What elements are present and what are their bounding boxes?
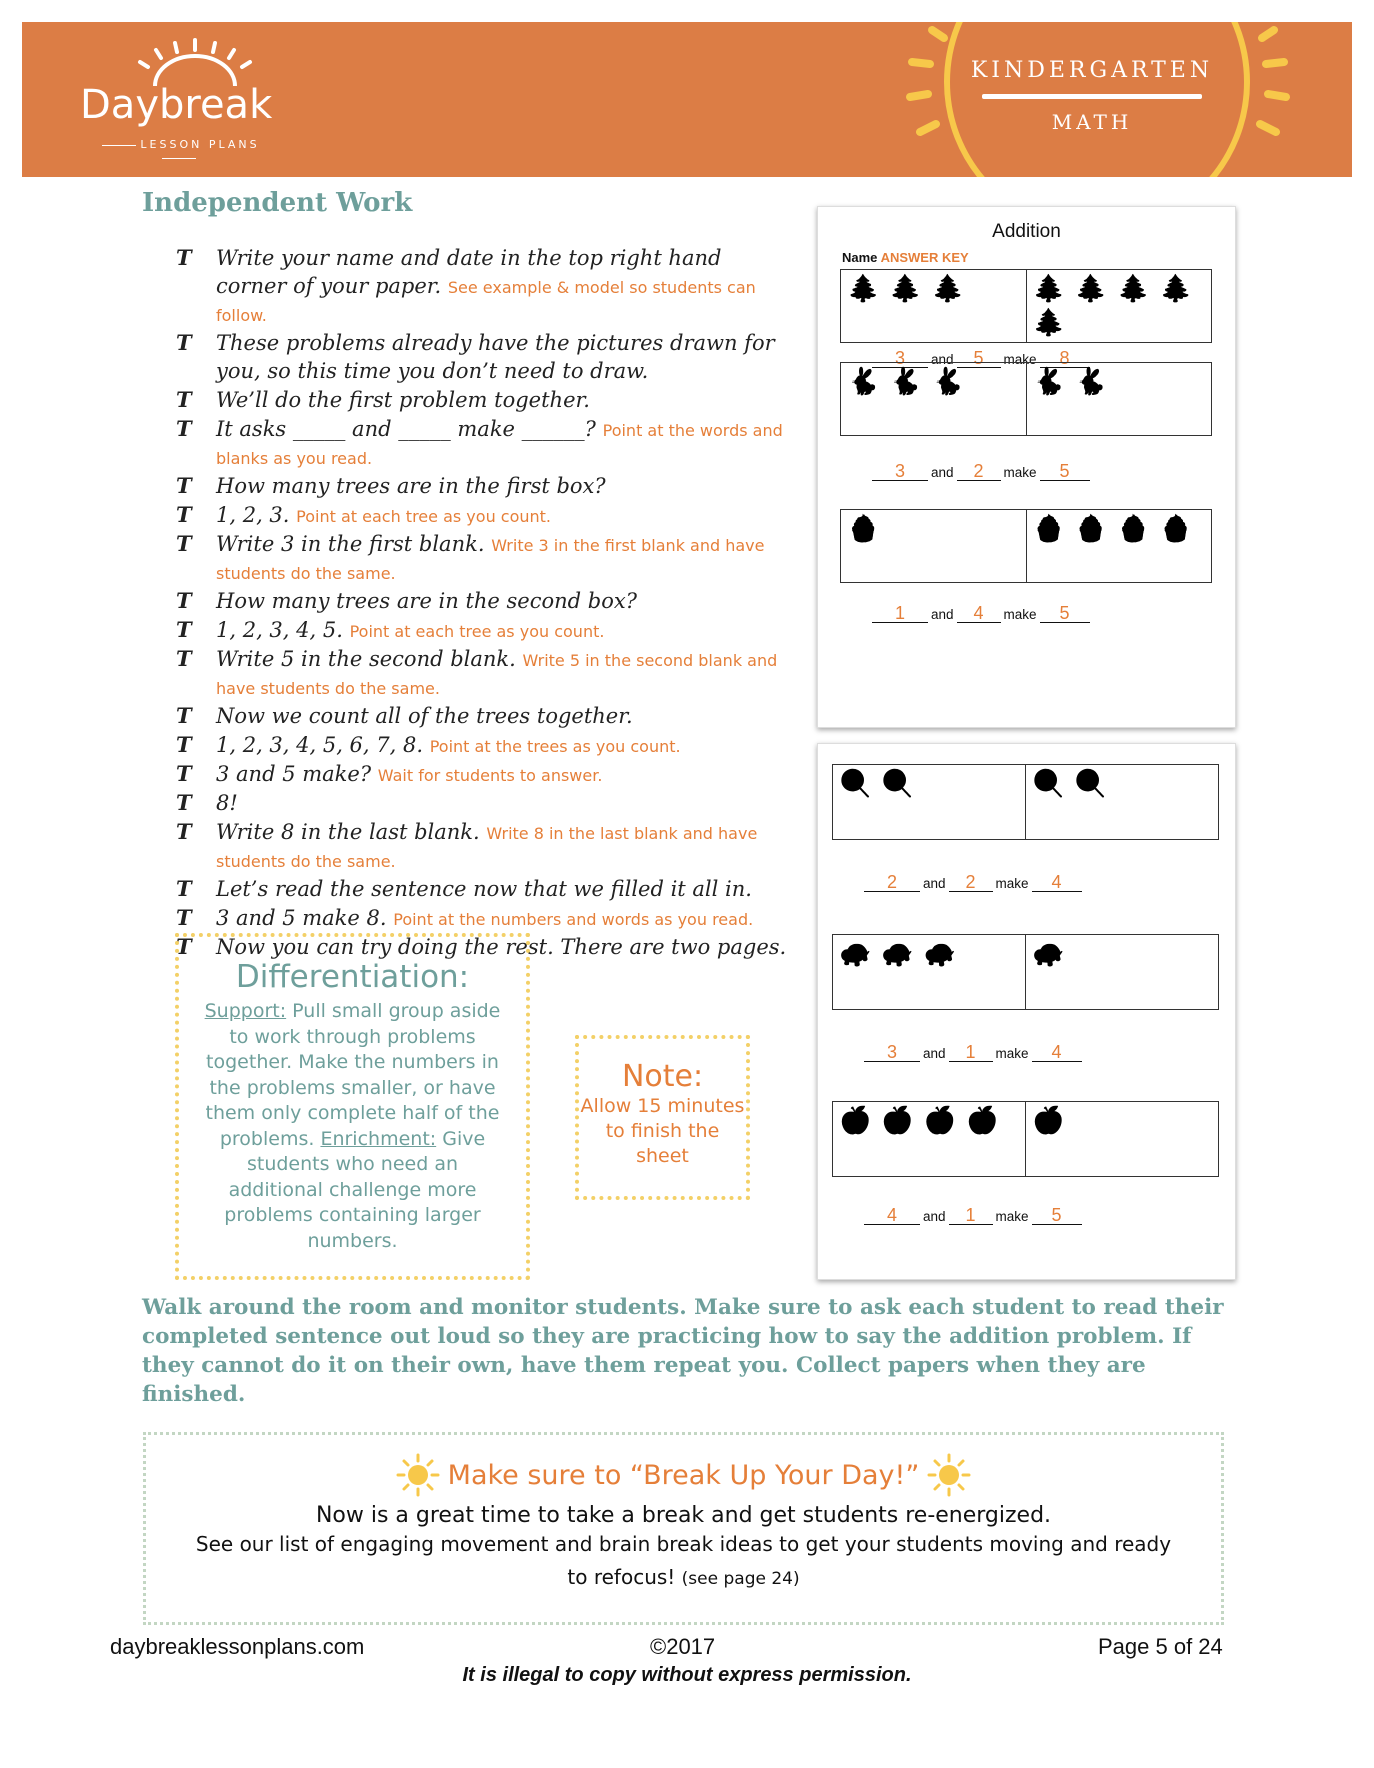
answer-blank-sum: 4 xyxy=(1032,1043,1082,1062)
problem-right-group xyxy=(1027,363,1212,435)
step-text: We’ll do the first problem together. xyxy=(216,388,590,412)
grade-label: KINDERGARTEN xyxy=(970,58,1214,83)
apple-icon: 🍎 xyxy=(839,1106,872,1136)
enrichment-text: Give students who need an additional challenge more problems containing larger numbers. xyxy=(224,1127,486,1252)
cupcake-icon: 🧁 xyxy=(1159,514,1192,544)
cupcake-icon: 🧁 xyxy=(847,514,880,544)
step-text: 1, 2, 3. xyxy=(216,503,290,527)
teacher-step xyxy=(176,415,796,471)
teacher-step xyxy=(176,645,796,701)
apple-icon: 🍎 xyxy=(881,1106,914,1136)
note-box xyxy=(575,1035,750,1200)
teacher-marker: T xyxy=(176,703,192,728)
teacher-step xyxy=(176,789,796,817)
teacher-marker: T xyxy=(176,588,192,613)
section-title: Independent Work xyxy=(142,188,413,218)
answer-blank-a: 2 xyxy=(864,873,920,892)
cupcake-icon: 🧁 xyxy=(1074,514,1108,544)
footer-page-number: Page 5 of 24 xyxy=(1098,1634,1223,1659)
problem-right-group xyxy=(1027,510,1212,582)
teacher-step xyxy=(176,530,796,586)
support-label: Support: xyxy=(204,1000,287,1022)
differentiation-title: Differentiation: xyxy=(235,959,470,995)
teacher-steps-list xyxy=(176,244,796,962)
teacher-step xyxy=(176,702,796,730)
problem-picture-box xyxy=(840,509,1212,583)
problem-picture-box xyxy=(832,764,1219,840)
make-word: make xyxy=(1003,352,1037,367)
answer-blank-sum: 5 xyxy=(1032,1206,1082,1225)
and-word: and xyxy=(923,1046,946,1061)
worksheet-title: Addition xyxy=(992,221,1061,242)
tree-icon: 🌲 xyxy=(1159,274,1192,304)
step-note: Write 5 in the second blank and have students do the same. xyxy=(216,651,778,698)
cupcake-icon: 🧁 xyxy=(1117,514,1150,544)
turtle-icon: 🐢 xyxy=(881,939,914,969)
worksheet-page-2 xyxy=(817,743,1236,1280)
tree-icon: 🌲 xyxy=(889,274,922,304)
teacher-marker: T xyxy=(176,387,192,412)
answer-blank-a: 3 xyxy=(872,462,928,481)
step-text: 1, 2, 3, 4, 5, 6, 7, 8. xyxy=(216,733,424,757)
rabbit-icon: 🐇 xyxy=(847,367,880,397)
step-text: 1, 2, 3, 4, 5. xyxy=(216,618,343,642)
step-text: 3 and 5 make 8. xyxy=(216,906,387,930)
step-text: Write your name and date in the top right hand corner of your paper. xyxy=(216,246,722,298)
teacher-marker: T xyxy=(176,905,192,930)
teacher-step xyxy=(176,904,796,932)
enrichment-label: Enrichment: xyxy=(320,1127,437,1150)
turtle-icon: 🐢 xyxy=(839,939,872,969)
note-text: Allow 15 minutes to finish the sheet xyxy=(580,1095,745,1167)
step-text: Now you can try doing the rest. There are two pages. xyxy=(216,935,787,959)
teacher-marker: T xyxy=(176,790,192,815)
problem-picture-box xyxy=(832,1101,1219,1177)
problem-right-group xyxy=(1026,935,1218,1009)
tree-icon: 🌲 xyxy=(847,274,880,304)
turtle-icon: 🐢 xyxy=(1032,939,1065,969)
lollipop-icon: 🍭 xyxy=(881,769,914,799)
and-word: and xyxy=(923,876,946,891)
answer-blank-sum: 4 xyxy=(1032,873,1082,892)
tree-icon: 🌲 xyxy=(1074,274,1108,304)
problem-picture-box xyxy=(832,934,1219,1010)
step-text: Let’s read the sentence now that we filled it all in. xyxy=(216,877,752,901)
break-line-2-text: See our list of engaging movement and brain break ideas to get your students moving and ready to refocus! xyxy=(195,1532,1172,1589)
teacher-step xyxy=(176,501,796,529)
teacher-step xyxy=(176,587,796,615)
problem-left-group xyxy=(841,363,1027,435)
make-word: make xyxy=(995,1046,1029,1061)
break-line-1: Now is a great time to take a break and get students re-energized. xyxy=(315,1503,1052,1528)
teacher-marker: T xyxy=(176,473,192,498)
problem-left-group xyxy=(833,765,1026,839)
teacher-step xyxy=(176,472,796,500)
step-text: Write 3 in the first blank. xyxy=(216,532,485,556)
problem-equation xyxy=(864,873,1082,892)
sun-icon xyxy=(396,1453,440,1497)
teacher-step xyxy=(176,616,796,644)
make-word: make xyxy=(995,876,1029,891)
name-label: Name xyxy=(842,250,878,265)
step-note: Point at each tree as you count. xyxy=(296,507,552,526)
teacher-marker: T xyxy=(176,245,192,270)
differentiation-box xyxy=(175,933,530,1280)
problem-right-group xyxy=(1026,765,1218,839)
break-title-row xyxy=(146,1453,1221,1497)
answer-blank-sum: 5 xyxy=(1040,604,1090,623)
step-note: Write 8 in the last blank and have students do the same. xyxy=(216,824,758,871)
sunrise-icon xyxy=(120,36,270,86)
header-divider xyxy=(982,94,1202,99)
teacher-step xyxy=(176,760,796,788)
footer-website: daybreaklessonplans.com xyxy=(110,1634,365,1659)
turtle-icon: 🐢 xyxy=(923,939,957,969)
step-text: It asks _____ and _____ make ______? xyxy=(216,417,596,441)
apple-icon: 🍎 xyxy=(966,1106,999,1136)
step-text: How many trees are in the second box? xyxy=(216,589,637,613)
step-note: Write 3 in the first blank and have students do the same. xyxy=(216,536,765,583)
teacher-marker: T xyxy=(176,819,192,844)
page-header xyxy=(22,22,1352,177)
teacher-marker: T xyxy=(176,761,192,786)
problem-equation xyxy=(872,462,1090,481)
tree-icon: 🌲 xyxy=(1032,274,1065,304)
step-note: Point at the trees as you count. xyxy=(429,737,681,756)
teacher-marker: T xyxy=(176,330,192,355)
problem-right-group xyxy=(1026,1102,1218,1176)
rabbit-icon: 🐇 xyxy=(1074,367,1108,397)
answer-blank-a: 4 xyxy=(864,1206,920,1225)
teacher-marker: T xyxy=(176,617,192,642)
problem-equation xyxy=(872,604,1090,623)
problem-equation xyxy=(864,1206,1082,1225)
subject-label: MATH xyxy=(1051,110,1133,134)
tree-icon: 🌲 xyxy=(1032,308,1065,338)
problem-picture-box xyxy=(840,362,1212,436)
differentiation-body xyxy=(179,999,526,1254)
break-title: Make sure to “Break Up Your Day!” xyxy=(447,1459,920,1491)
teacher-step xyxy=(176,329,796,385)
worksheet-name-line xyxy=(842,250,969,265)
answer-blank-a: 1 xyxy=(872,604,928,623)
teacher-step xyxy=(176,731,796,759)
apple-icon: 🍎 xyxy=(1032,1106,1065,1136)
step-text: Now we count all of the trees together. xyxy=(216,704,633,728)
support-text: Pull small group aside to work through problems together. Make the numbers in the problems smaller, or have them only complete half of the problems. xyxy=(205,1000,501,1150)
and-word: and xyxy=(931,607,954,622)
rabbit-icon: 🐇 xyxy=(1032,367,1065,397)
problem-left-group xyxy=(841,510,1027,582)
worksheet-page-1 xyxy=(817,206,1236,728)
answer-blank-b: 1 xyxy=(949,1206,993,1225)
step-text: 8! xyxy=(216,791,238,815)
teacher-marker: T xyxy=(176,876,192,901)
logo-subtitle: LESSON PLANS xyxy=(80,138,278,164)
step-text: These problems already have the pictures drawn for you, so this time you don’t need to draw. xyxy=(216,331,775,383)
tree-icon: 🌲 xyxy=(1117,274,1150,304)
step-text: 3 and 5 make? xyxy=(216,762,372,786)
problem-picture-box xyxy=(840,269,1212,343)
make-word: make xyxy=(1003,607,1037,622)
step-note: See example & model so students can follow. xyxy=(216,278,756,325)
problem-left-group xyxy=(833,1102,1026,1176)
teacher-marker: T xyxy=(176,934,192,959)
answer-blank-a: 3 xyxy=(872,349,928,368)
footer-copyright: ©2017 xyxy=(650,1634,716,1659)
make-word: make xyxy=(995,1209,1029,1224)
make-word: make xyxy=(1003,465,1037,480)
footer-legal: It is illegal to copy without express permission. xyxy=(462,1664,912,1686)
lollipop-icon: 🍭 xyxy=(1032,769,1065,799)
problem-left-group xyxy=(833,935,1026,1009)
problem-left-group xyxy=(841,270,1027,342)
answer-blank-b: 1 xyxy=(949,1043,993,1062)
teacher-marker: T xyxy=(176,416,192,441)
teacher-step xyxy=(176,244,796,328)
teacher-marker: T xyxy=(176,502,192,527)
and-word: and xyxy=(931,465,954,480)
name-value: ANSWER KEY xyxy=(880,250,969,265)
lollipop-icon: 🍭 xyxy=(1074,769,1107,799)
teacher-marker: T xyxy=(176,531,192,556)
answer-blank-b: 2 xyxy=(949,873,993,892)
step-text: How many trees are in the first box? xyxy=(216,474,606,498)
tree-icon: 🌲 xyxy=(931,274,965,304)
and-word: and xyxy=(923,1209,946,1224)
step-note: Point at each tree as you count. xyxy=(349,622,605,641)
monitor-instructions: Walk around the room and monitor students. Make sure to ask each student to read their completed sentence out loud so they are practicing how to say the addition problem. If they cannot do it on their own, have them repeat you. Collect papers when they are finished. xyxy=(142,1295,1224,1407)
teacher-step xyxy=(176,818,796,874)
problem-right-group xyxy=(1027,270,1212,342)
teacher-step xyxy=(176,875,796,903)
break-page-ref: (see page 24) xyxy=(681,1569,800,1589)
sun-graphic xyxy=(882,22,1352,177)
and-word: and xyxy=(931,352,954,367)
teacher-marker: T xyxy=(176,646,192,671)
step-note: Wait for students to answer. xyxy=(377,766,603,785)
answer-blank-b: 4 xyxy=(957,604,1001,623)
teacher-marker: T xyxy=(176,732,192,757)
sun-icon xyxy=(927,1453,971,1497)
rabbit-icon: 🐇 xyxy=(931,367,965,397)
break-up-day-box xyxy=(143,1432,1224,1625)
break-line-2 xyxy=(146,1528,1221,1596)
cupcake-icon: 🧁 xyxy=(1032,514,1065,544)
answer-blank-sum: 5 xyxy=(1040,462,1090,481)
apple-icon: 🍎 xyxy=(923,1106,957,1136)
answer-blank-sum: 8 xyxy=(1040,349,1090,368)
step-note: Point at the numbers and words as you read. xyxy=(393,910,754,929)
answer-blank-b: 2 xyxy=(957,462,1001,481)
step-note: Point at the words and blanks as you read. xyxy=(216,421,783,468)
step-text: Write 8 in the last blank. xyxy=(216,820,480,844)
teacher-step xyxy=(176,386,796,414)
step-text: Write 5 in the second blank. xyxy=(216,647,516,671)
answer-blank-b: 5 xyxy=(957,349,1001,368)
rabbit-icon: 🐇 xyxy=(889,367,922,397)
note-title: Note: xyxy=(621,1059,704,1094)
answer-blank-a: 3 xyxy=(864,1043,920,1062)
lollipop-icon: 🍭 xyxy=(839,769,872,799)
logo-wordmark: Daybreak xyxy=(80,82,273,128)
problem-equation xyxy=(864,1043,1082,1062)
